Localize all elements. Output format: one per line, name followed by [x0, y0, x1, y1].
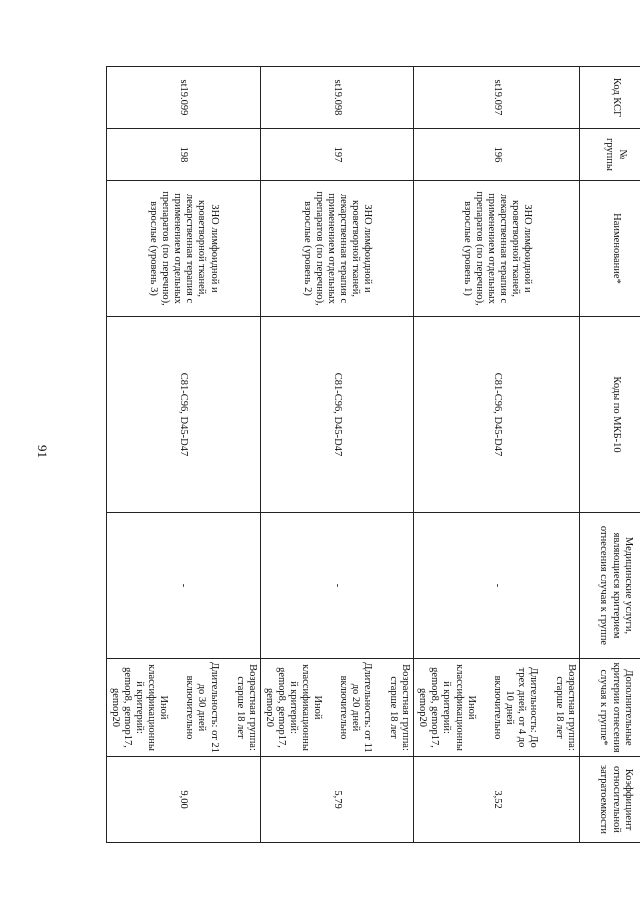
header-ksg-code: Код КСГ — [580, 67, 640, 129]
cell-services: - — [414, 513, 580, 659]
cell-icd-codes: C81-C96, D45-D47 — [107, 317, 261, 513]
table-row — [107, 67, 261, 843]
header-coefficient: Коэффициент относительной затратоемкости — [580, 757, 640, 843]
cell-name: ЗНО лимфоидной и кроветворной тканей, лекарственная терапия с применением отдельных препаратов (по перечню), взрослые (уровень 2) — [260, 181, 414, 317]
cell-services: - — [260, 513, 414, 659]
cell-ksg-code: st19.099 — [107, 67, 261, 129]
table-row — [260, 67, 414, 843]
cell-name: ЗНО лимфоидной и кроветворной тканей, лекарственная терапия с применением отдельных препаратов (по перечню), взрослые (уровень 1) — [414, 181, 580, 317]
criteria-age: Возрастная группа: старше 18 лет — [388, 664, 412, 751]
cell-group-number: 198 — [107, 129, 261, 181]
cell-ksg-code: st19.097 — [414, 67, 580, 129]
rotated-table-wrapper — [106, 66, 640, 842]
cell-icd-codes: C81-C96, D45-D47 — [414, 317, 580, 513]
criteria-other: Иной классификационный критерий: gemop8, gemop17, gemop20 — [110, 664, 170, 751]
cell-name: ЗНО лимфоидной и кроветворной тканей, лекарственная терапия с применением отдельных препаратов (по перечню), взрослые (уровень 3) — [107, 181, 261, 317]
criteria-other: Иной классификационный критерий: gemop8, gemop17, gemop20 — [417, 664, 477, 751]
cell-coefficient: 9,00 — [107, 757, 261, 843]
cell-coefficient: 3,52 — [414, 757, 580, 843]
criteria-other: Иной классификационный критерий: gemop8, gemop17, gemop20 — [263, 664, 323, 751]
cell-icd-codes: C81-C96, D45-D47 — [260, 317, 414, 513]
cell-services: - — [107, 513, 261, 659]
cell-extra-criteria — [107, 659, 261, 757]
cell-coefficient: 5,79 — [260, 757, 414, 843]
cell-group-number: 196 — [414, 129, 580, 181]
header-services: Медицинские услуги, являющиеся критерием отнесения случая к группе — [580, 513, 640, 659]
criteria-age: Возрастная группа: старше 18 лет — [234, 664, 258, 751]
cell-group-number: 197 — [260, 129, 414, 181]
header-extra-criteria: Дополнительные критерии отнесения случая к группе* — [580, 659, 640, 757]
page-number: 91 — [35, 445, 50, 458]
header-group-number: № группы — [580, 129, 640, 181]
header-icd-codes: Коды по МКБ-10 — [580, 317, 640, 513]
table-row — [414, 67, 580, 843]
criteria-duration: Длительность: от 11 до 20 дней включительно — [338, 662, 374, 753]
criteria-duration: Длительность: от 21 до 30 дней включительно — [184, 662, 220, 753]
ksg-table — [106, 66, 640, 843]
cell-ksg-code: st19.098 — [260, 67, 414, 129]
header-name: Наименование* — [580, 181, 640, 317]
table-header-row — [580, 67, 640, 843]
criteria-duration: Длительность: До трех дней, от 4 до 10 дней включительно — [491, 667, 539, 748]
criteria-age: Возрастная группа: старше 18 лет — [553, 664, 577, 751]
cell-extra-criteria — [260, 659, 414, 757]
cell-extra-criteria — [414, 659, 580, 757]
